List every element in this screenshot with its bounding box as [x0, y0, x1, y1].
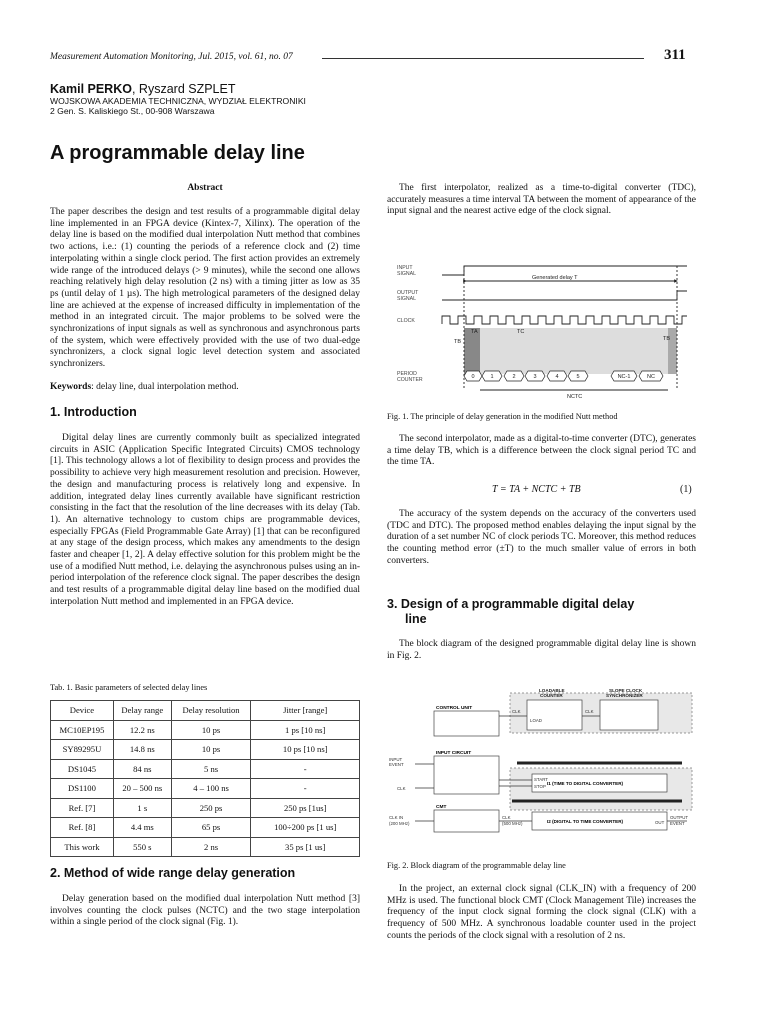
fig2-out: OUT	[655, 820, 665, 825]
fig2-clk: CLK	[397, 786, 406, 791]
fig1-counter-value: NC-1	[617, 374, 631, 380]
equation-1: T = TA + NCTC + TB	[492, 484, 581, 495]
page-number: 311	[664, 47, 686, 63]
figure-1-caption: Fig. 1. The principle of delay generation in the modified Nutt method	[387, 412, 618, 421]
fig1-counter-value: 0	[471, 374, 475, 380]
fig2-cmt-block	[434, 810, 499, 832]
keywords-label: Keywords	[50, 382, 92, 392]
fig1-generated-label: Generated delay T	[532, 275, 578, 281]
fig1-tb-shade	[668, 328, 677, 374]
section-3-text: The block diagram of the designed programmable digital delay line is shown in Fig. 2.	[387, 639, 696, 661]
accuracy-text: The accuracy of the system depends on the accuracy of the converters used (TDC and DTC). The proposed method enables delaying the input signal by the duration of a set number NC of clock periods TC. Moreover, this method reduces the counting method error (±T) to the much smaller value of errors in both converters.	[387, 509, 696, 566]
figure-1-timing-diagram	[387, 258, 697, 400]
table-cell: 100÷200 ps [1 us]	[251, 818, 360, 838]
table-row	[51, 759, 360, 779]
table-cell: 550 s	[113, 837, 171, 857]
section-3-title-line1: 3. Design of a programmable digital delay	[387, 597, 635, 611]
fig1-counter-label2: COUNTER	[397, 377, 423, 383]
fig1-input-label2: SIGNAL	[397, 271, 417, 277]
fig2-input-label: INPUT CIRCUIT	[436, 751, 472, 756]
fig1-period-shade	[480, 328, 676, 374]
fig1-counter-value: 5	[576, 374, 580, 380]
table-cell: 14.8 ns	[113, 740, 171, 760]
figure-2-block-diagram	[387, 688, 697, 844]
fig2-i2-label: I2 (DIGITAL TO TIME CONVERTER)	[547, 819, 624, 824]
table-cell: MC10EP195	[51, 720, 114, 740]
fig2-control-unit	[434, 711, 499, 736]
fig2-clkin: CLK IN	[389, 815, 404, 820]
table-header-cell: Delay range	[113, 701, 171, 721]
fig2-ss-label1: SLOPE CLOCK	[609, 688, 643, 693]
table-cell: 10 ps [10 ns]	[251, 740, 360, 760]
fig2-lc-label1: LOADABLE	[539, 688, 565, 693]
fig2-clkin2: (200 MHz)	[389, 821, 410, 826]
section-1-text: Digital delay lines are currently commonly built as specialized integrated circuits in ASIC (Application Specific Integrated Circuits) CMOS technology [1]. This technology allows a lot of flexibility to design process and provides the possibility to achieve very high measurement resolution and precision. However, the design and manufacturing process is relatively long and expensive. In addition, integrated delay lines currently available have significant restriction consisting in the fact that the resolution of the line decreases with its delay (Tab. 1). An alternative technology to custom chips are programmable devices, especially FPGAs (Field Programmable Gate Array) [1] that can be reconfigured at any stage of the design process, which makes any amendments to the design faster and cheaper [1, 2]. A delay effective solution for this problem might be the use of a modified Nutt method, i.e. delaying the asynchronous pulses using an in-period interpolation of the reference clock signal. The paper describes the design and test results of a programmable digital delay line based on the modified dual interpolation Nutt method and implemented in an FPGA device.	[50, 433, 360, 607]
fig2-cmt-label: CMT	[436, 805, 447, 810]
author-separator: ,	[131, 82, 139, 96]
table-header-cell: Jitter [range]	[251, 701, 360, 721]
section-2-title: 2. Method of wide range delay generation	[50, 866, 296, 880]
header-rule	[322, 58, 644, 59]
abstract-heading: Abstract	[187, 183, 223, 193]
fig2-input-event2: EVENT	[389, 762, 404, 767]
table-header-row	[51, 701, 360, 721]
table-cell: This work	[51, 837, 114, 857]
fig2-i1-label: I1 (TIME TO DIGITAL CONVERTER)	[547, 781, 624, 786]
table-cell: 20 – 500 ns	[113, 779, 171, 799]
fig1-counter-value: NC	[647, 374, 655, 380]
table-cell: -	[251, 759, 360, 779]
table-1	[50, 700, 360, 857]
keywords-text: : delay line, dual interpolation method.	[91, 382, 239, 392]
fig1-tb2-label: TB	[663, 336, 671, 342]
fig1-ta-label: TA	[471, 329, 478, 335]
fig1-counter-value: 2	[512, 374, 516, 380]
fig2-ss-label2: SYNCHRONIZER	[606, 693, 643, 698]
equation-1-number: (1)	[680, 484, 692, 495]
fig1-output-wave	[442, 291, 687, 300]
table-cell: 1 ps [10 ns]	[251, 720, 360, 740]
abstract-text: The paper describes the design and test results of a programmable digital delay line implemented in an FPGA device (Kintex-7, Xilinx). The operation of the delay line is based on the modified dual interpolation Nutt method that combines two actions, i.e.: (1) counting the periods of a reference clock and (2) time interpolating within a single clock period. The first action provides an extremely wide range of the introduced delays (> 9 minutes), while the second one allows reaching relatively high delay resolution (2 ns) with a timing jitter as low as 35 ps (until delay of 1 µs). The high metrological parameters of the designed delay line are achieved at the expense of increased difficulty in implementation of the method in an integrated circuit. The major problems to be solved were the synchronizations of input signals as well as synchronous and asynchronous parts of the system, which were effectively provided with the use of two dual-edge synchronizers, a clock signal logic level detection system and associated synchronizers.	[50, 207, 360, 370]
table-cell: SY89295U	[51, 740, 114, 760]
paper-title: A programmable delay line	[50, 142, 305, 164]
table-cell: 84 ns	[113, 759, 171, 779]
table-header-cell: Delay resolution	[171, 701, 251, 721]
authors	[50, 82, 235, 96]
fig1-input-wave	[442, 266, 687, 275]
table-row	[51, 720, 360, 740]
fig2-clk-a: CLK	[512, 709, 521, 714]
fig1-clock-label: CLOCK	[397, 318, 415, 324]
interp-1-text: The first interpolator, realized as a time-to-digital converter (TDC), accurately measures a time interval TA between the moment of appearance of the input signal and the nearest active edge of the clock signal.	[387, 183, 696, 217]
table-cell: 10 ps	[171, 720, 251, 740]
table-cell: 4.4 ms	[113, 818, 171, 838]
table-cell: 10 ps	[171, 740, 251, 760]
table-cell: DS1100	[51, 779, 114, 799]
table-cell: 65 ps	[171, 818, 251, 838]
section-1-title: 1. Introduction	[50, 405, 137, 419]
table-row	[51, 798, 360, 818]
table-cell: 12.2 ns	[113, 720, 171, 740]
fig1-counter-value: 1	[490, 374, 494, 380]
table-cell: 5 ns	[171, 759, 251, 779]
fig2-loadable-counter	[527, 700, 582, 730]
fig1-input-label: INPUT	[397, 265, 413, 271]
section-3-title-line2: line	[405, 612, 427, 626]
journal-header: Measurement Automation Monitoring, Jul. 2015, vol. 61, no. 07	[50, 52, 293, 62]
fig2-input-circuit	[434, 756, 499, 794]
table-cell: DS1045	[51, 759, 114, 779]
table-cell: Ref. [7]	[51, 798, 114, 818]
fig2-slope-sync	[600, 700, 658, 730]
project-text: In the project, an external clock signal (CLK_IN) with a frequency of 200 MHz is used. The functional block CMT (Clock Management Tile) increases the frequency of the input clock signal forming the clock signal (CLK) with a frequency of 500 MHz. A synchronous loadable counter used in the project counts the periods of the clock signal with a resolution of 2 ns.	[387, 884, 696, 941]
fig1-counter-label: PERIOD	[397, 371, 417, 377]
fig1-clock-wave	[442, 316, 687, 324]
fig1-counter-value: 4	[555, 374, 559, 380]
fig2-load: LOAD	[530, 718, 542, 723]
table-cell: 250 ps [1us]	[251, 798, 360, 818]
interp-2-text: The second interpolator, made as a digital-to-time converter (DTC), generates a time delay TB, which is a difference between the clock signal period TC and the time TA.	[387, 434, 696, 468]
affiliation-line2: 2 Gen. S. Kaliskiego St., 00-908 Warszawa	[50, 106, 215, 116]
table-cell: 4 – 100 ns	[171, 779, 251, 799]
table-cell: Ref. [8]	[51, 818, 114, 838]
fig2-clkout: CLK	[502, 815, 511, 820]
table-cell: 2 ns	[171, 837, 251, 857]
table-row	[51, 740, 360, 760]
fig2-lc-label2: COUNTER	[540, 693, 563, 698]
table-row	[51, 818, 360, 838]
keywords	[50, 382, 360, 394]
fig2-stop: STOP	[534, 784, 546, 789]
figure-2-caption: Fig. 2. Block diagram of the programmable delay line	[387, 861, 566, 870]
fig2-output-event: OUTPUT	[670, 815, 689, 820]
section-3-title	[387, 597, 696, 627]
fig1-nctc-label: NCTC	[567, 394, 583, 400]
fig1-tc-label: TC	[517, 329, 525, 335]
table-cell: 1 s	[113, 798, 171, 818]
table-cell: 35 ps [1 us]	[251, 837, 360, 857]
table-cell: 250 ps	[171, 798, 251, 818]
section-2-text: Delay generation based on the modified dual interpolation Nutt method [3] involves counting the clock pulses (NCTC) and the two stage interpolation within a single period of the clock signal (Fig. 1).	[50, 894, 360, 928]
table-cell: -	[251, 779, 360, 799]
fig2-clk-b: CLK	[585, 709, 594, 714]
fig1-output-label2: SIGNAL	[397, 296, 417, 302]
author-first: Kamil PERKO	[50, 82, 132, 96]
fig1-counter-value: 3	[533, 374, 537, 380]
fig2-start: START	[534, 777, 548, 782]
fig2-output-event2: EVENT	[670, 821, 685, 826]
fig2-input-event: INPUT	[389, 757, 403, 762]
fig1-output-label: OUTPUT	[397, 290, 419, 296]
affiliation-line1: WOJSKOWA AKADEMIA TECHNICZNA, WYDZIAŁ ELEKTRONIKI	[50, 96, 306, 106]
fig2-control-label: CONTROL UNIT	[436, 706, 473, 711]
fig1-tb-label: TB	[454, 339, 462, 345]
table-row	[51, 779, 360, 799]
table-row	[51, 837, 360, 857]
fig2-clkout2: (500 MHz)	[502, 821, 523, 826]
author-second: Ryszard SZPLET	[138, 82, 236, 96]
table-header-cell: Device	[51, 701, 114, 721]
table-1-caption: Tab. 1. Basic parameters of selected delay lines	[50, 683, 208, 692]
